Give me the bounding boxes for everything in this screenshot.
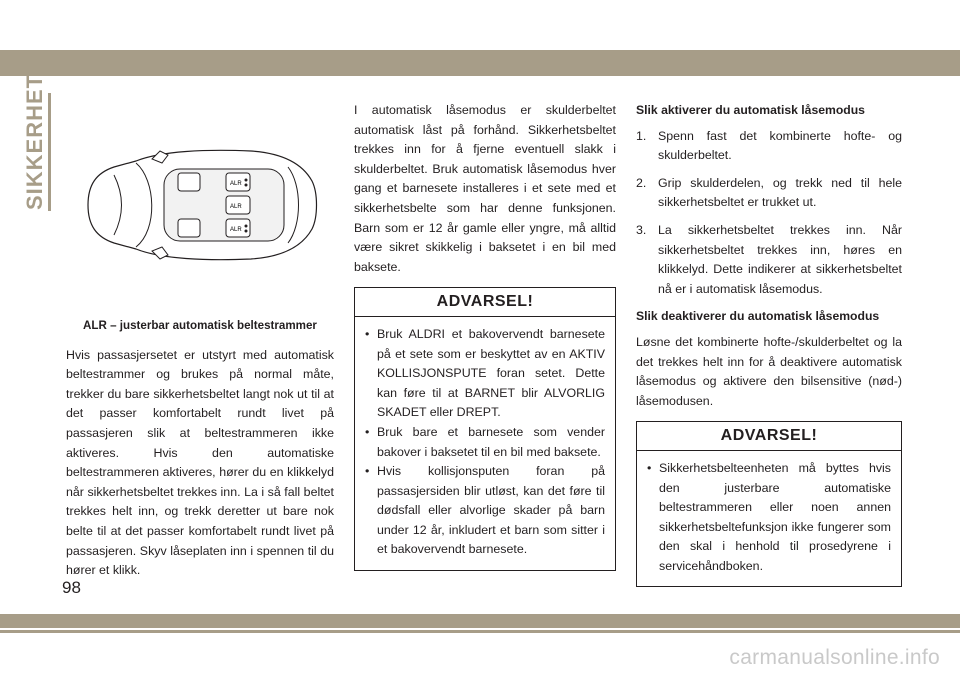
page-number: 98 xyxy=(62,578,81,597)
warning-box xyxy=(636,421,902,587)
body-paragraph: Hvis passasjersetet er utstyrt med automatisk beltestrammer og brukes på normal måte, trekker du bare sikkerhetsbeltet langt nok ut til at det passer komfortabelt rundt livet på passasjeren slik at beltestrammeren ikke aktiveres. Hvis den automatiske beltestrammeren aktiveres, hører du en klikkelyd når sikkerhetsbeltet trekkes inn. La i så fall beltet trekkes helt inn, og trekk deretter ut bare nok belte til at det passer komfortabelt rundt livet på passasjeren. Skyv låseplaten inn i spennen til du hører et klikk. xyxy=(66,347,334,578)
warning-item xyxy=(365,462,605,560)
warning-item-text: Bruk ALDRI et bakovervendt barnesete på et sete som er beskyttet av en AKTIV KOLLISJONSPUTE foran setet. Dette kan føre til at BARNET blir ALVORLIG SKADET eller DREPT. xyxy=(377,326,605,420)
step-number: 2. xyxy=(636,175,647,190)
section-heading: Slik aktiverer du automatisk låsemodus xyxy=(636,103,865,117)
step-text: Spenn fast det kombinerte hofte- og skulderbeltet. xyxy=(658,128,902,163)
warning-item-text: Bruk bare et barnesete som vender bakover i baksetet til en bil med baksete. xyxy=(377,424,605,459)
bullet-icon: • xyxy=(365,424,370,439)
step-item xyxy=(636,221,902,299)
bottom-color-line xyxy=(0,630,960,633)
warning-title: ADVARSEL! xyxy=(355,288,615,317)
body-paragraph: I automatisk låsemodus er skulderbeltet automatisk låst på forhånd. Sikkerhetsbeltet trekkes inn for å fjerne eventuell slakk i skulderbeltet. Bruk automatisk låsemodus hver gang et barnesete installeres i et sete med et sikkerhetsbelte som har denne funksjonen. Barn som er 12 år gamle eller yngre, må alltid være sikret skikkelig i baksetet i en bil med baksete. xyxy=(354,103,616,274)
warning-item-text: Hvis kollisjonsputen foran på passasjersiden blir utløst, kan det føre til dødsfall eller alvorlige skader på barn under 12 år, inkludert et barn som sitter i et bakovervendt barnesete. xyxy=(377,464,605,557)
alr-seat-label: ALR xyxy=(230,204,242,210)
step-number: 3. xyxy=(636,222,647,237)
warning-item-text: Sikkerhetsbelteenheten må byttes hvis den justerbare automatiske beltestrammeren eller noen annen sikkerhetsbeltefunksjon ikke fungerer som den skal i henhold til prosedyrene i servicehåndboken. xyxy=(659,460,891,573)
warning-title: ADVARSEL! xyxy=(637,422,901,451)
step-text: La sikkerhetsbeltet trekkes inn. Når sikkerhetsbeltet trekkes inn, høres en klikkelyd. Dette indikerer at sikkerhetsbeltet nå er i automatisk låsemodus. xyxy=(658,222,902,296)
alr-seat-label: ALR xyxy=(230,181,242,187)
step-item xyxy=(636,127,902,166)
watermark-text: carmanualsonline.info xyxy=(729,646,940,669)
warning-item xyxy=(365,325,605,423)
bullet-icon: • xyxy=(647,460,652,475)
section-side-tab: SIKKERHET xyxy=(22,73,47,210)
bottom-color-band xyxy=(0,614,960,628)
step-number: 1. xyxy=(636,128,647,143)
warning-item xyxy=(647,459,891,577)
step-item xyxy=(636,174,902,213)
alr-seat-label: ALR xyxy=(230,227,242,233)
warning-item xyxy=(365,423,605,462)
column-left xyxy=(66,105,334,591)
steps-list xyxy=(636,127,902,300)
column-middle xyxy=(354,101,616,571)
alr-figure xyxy=(66,105,334,310)
bullet-icon: • xyxy=(365,464,370,479)
body-paragraph: Løsne det kombinerte hofte-/skulderbeltet og la det trekkes helt inn for å deaktivere automatisk låsemodus og aktivere den bilsensitive (nød-) låsemodusen. xyxy=(636,334,902,408)
column-right xyxy=(636,101,902,587)
warning-box xyxy=(354,287,616,571)
side-tab-rule xyxy=(48,93,51,211)
figure-caption: ALR – justerbar automatisk beltestrammer xyxy=(83,319,317,332)
step-text: Grip skulderdelen, og trekk ned til hele sikkerhetsbeltet er trukket ut. xyxy=(658,175,902,210)
car-top-view-illustration xyxy=(66,105,334,310)
bullet-icon: • xyxy=(365,326,370,341)
section-heading: Slik deaktiverer du automatisk låsemodus xyxy=(636,309,880,324)
top-color-band xyxy=(0,50,960,76)
